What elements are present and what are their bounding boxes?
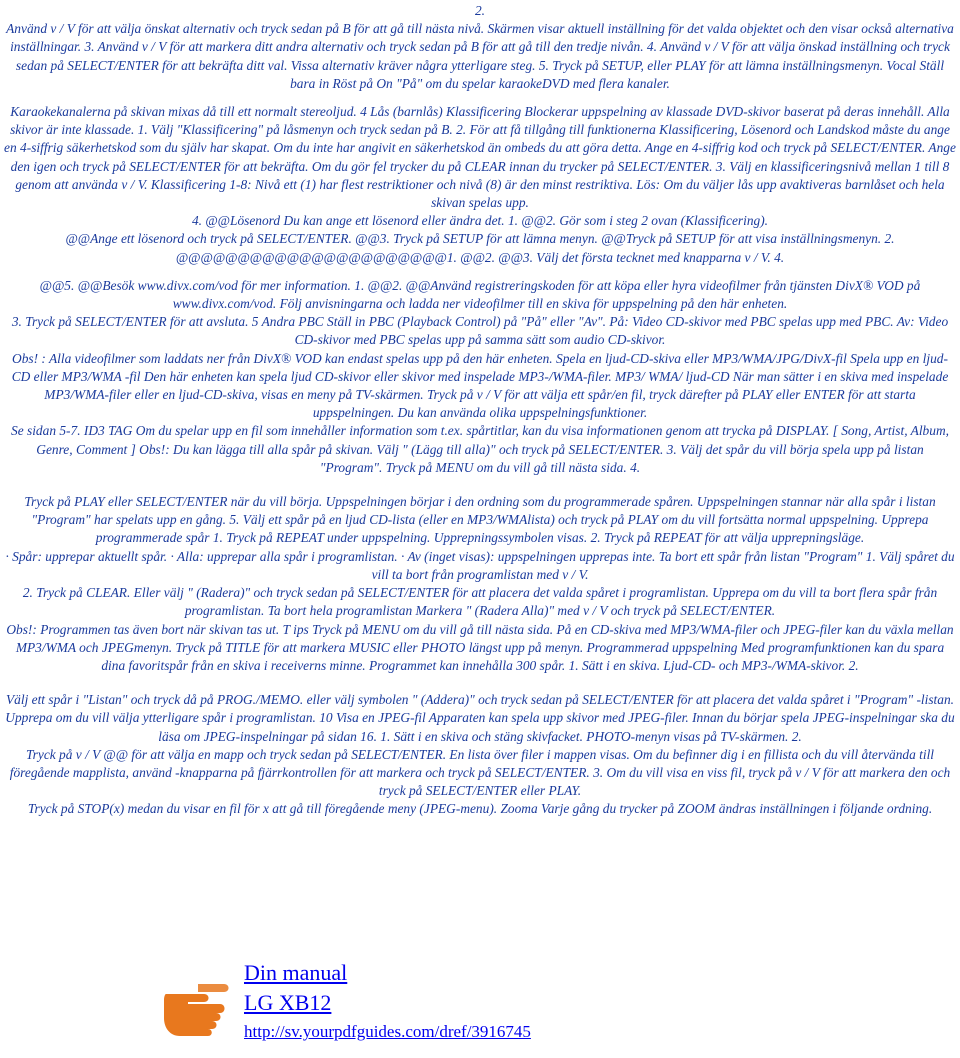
paragraph: 2. Tryck på CLEAR. Eller välj " (Radera)" och tryck sedan på SELECT/ENTER för att placera det valda spåret i programlistan. Upprepa om du vill ta bort flera spår från programlistan. Ta bort hela programlistan Markera " (Radera Alla)" med v / V och tryck på SELECT/ENTER. bbox=[22, 585, 938, 619]
paragraph: Tryck på PLAY eller SELECT/ENTER när du vill börja. Uppspelningen börjar i den ordning som du programmerade spåren. Uppspelningen stannar när alla spår i listan "Program" har spelats upp en gång. 5. Välj ett spår på en ljud CD-lista (eller en MP3/WMAlista) och tryck på PLAY om du vill fortsätta normal uppspelning. Upprepa programmerade spår 1. Tryck på REPEAT under uppspelning. Upprepningssymbolen visas. 2. Tryck på REPEAT för att välja upprepningsläge. bbox=[24, 494, 936, 546]
paragraph: Välj ett spår i "Listan" och tryck då på PROG./MEMO. eller välj symbolen " (Addera)" och tryck sedan på SELECT/ENTER för att placera det valda spåret i "Program" -listan. Upprepa om du vill välja ytterligare spår i programlistan. 10 Visa en JPEG-fil Apparaten kan spela upp skivor med JPEG-filer. Innan du börjar spela JPEG-inspelningar ska du läsa om JPEG-inspelningar på sidan 16. 1. Sätt i en skiva och stäng skivfacket. PHOTO-menyn visas på TV-skärmen. 2. bbox=[5, 692, 955, 744]
footer-links bbox=[244, 958, 531, 1046]
paragraph: @@5. @@Besök www.divx.com/vod för mer information. 1. @@2. @@Använd registreringskoden för att köpa eller hyra videofilmer från tjänsten DivX® VOD på www.divx.com/vod. Följ anvisningarna och ladda ner videofilmer till en skiva för uppspelning på den här enheten. bbox=[39, 277, 921, 312]
paragraph: Tryck på v / V @@ för att välja en mapp och tryck sedan på SELECT/ENTER. En lista över filer i mappen visas. Om du befinner dig i en fillista och du vill återvända till föregående mapplista, använd -knapparna på fjärrkontrollen för att markera och tryck på SELECT/ENTER. 3. Om du vill visa en viss fil, tryck på v / V för att markera den och tryck på SELECT/ENTER eller PLAY. bbox=[9, 746, 951, 799]
paragraph: Se sidan 5-7. ID3 TAG Om du spelar upp en fil som innehåller information som t.ex. spårtitlar, kan du visa informationen genom att trycka på DISPLAY. [ Song, Artist, Album, Genre, Comment ] Obs!: Du kan lägga till alla spår på skivan. Välj " (Lägg till alla)" och tryck på SELECT/ENTER. 3. Välj det spår du vill börja spela upp på listan "Program". Tryck på MENU om du vill gå till nästa sida. 4. bbox=[11, 423, 949, 475]
page-number: 2. bbox=[474, 3, 486, 18]
paragraph: Använd v / V för att välja önskat alternativ och tryck sedan på B för att gå till nästa nivå. Skärmen visar aktuell inställning för det valda objektet och den visar också alternativa inställningar. 3. Använd v / V för att markera ditt andra alternativ och tryck sedan på B för att gå till den tredje nivån. 4. Använd v / V för att välja önskad inställning och tryck sedan på SELECT/ENTER för att bekräfta ditt val. Vissa alternativ kräver några ytterligare steg. 5. Tryck på SETUP, eller PLAY för att lämna inställningsmenyn. Vocal Ställ bara in Röst på On "På" om du spelar karaokeDVD med flera kanaler. bbox=[6, 21, 954, 91]
paragraph: @@Ange ett lösenord och tryck på SELECT/ENTER. @@3. Tryck på SETUP för att lämna menyn. @@Tryck på SETUP för att visa inställningsmenyn. 2. @@@@@@@@@@@@@@@@@@@@@@1. @@2. @@3. Välj det första tecknet med knapparna v / V. 4. bbox=[65, 231, 895, 265]
model-link[interactable]: LG XB12 bbox=[244, 990, 332, 1015]
paragraph: · Spår: upprepar aktuellt spår. · Alla: upprepar alla spår i programlistan. · Av (inget visas): uppspelningen upprepas inte. Ta bort ett spår från listan "Program" 1. Välj spåret du vill ta bort från programlistan med v / V. bbox=[5, 548, 955, 582]
paragraph: Karaokekanalerna på skivan mixas då till ett normalt stereoljud. 4 Lås (barnlås) Klassificering Blockerar uppspelning av klassade DVD-skivor baserat på deras innehåll. Alla skivor är inte klassade. 1. Välj "Klassificering" på låsmenyn och tryck sedan på B. 2. För att få tillgång till funktionerna Klassificering, Lösenord och Landskod måste du ange en 4-siffrig säkerhetskod som du själv har skapat. Om du inte har angivit en säkerhetskod än ombeds du att göra detta. Ange en 4-siffrig kod och tryck på SELECT/ENTER. Ange den igen och tryck på SELECT/ENTER för att bekräfta. Om du gör fel trycker du på CLEAR innan du trycker på SELECT/ENTER. 3. Välj en klassificeringsnivå mellan 1 till 8 genom att använda v / V. Klassificering 1-8: Nivå ett (1) har flest restriktioner och nivå (8) är den minst restriktiva. Lös: Om du väljer lås upp avaktiveras barnlåset och hela skivan spelas upp. bbox=[4, 104, 956, 211]
paragraph: 4. @@Lösenord Du kan ange ett lösenord eller ändra det. 1. @@2. Gör som i steg 2 ovan (Klassificering). bbox=[191, 213, 769, 229]
paragraph: 3. Tryck på SELECT/ENTER för att avsluta. 5 Andra PBC Ställ in PBC (Playback Control) på "På" eller "Av". På: Video CD-skivor med PBC spelas upp med PBC. Av: Video CD-skivor med PBC spelas upp på samma sätt som audio CD-skivor. bbox=[11, 314, 949, 348]
manual-link[interactable]: Din manual bbox=[244, 960, 348, 985]
url-link[interactable]: http://sv.yourpdfguides.com/dref/3916745 bbox=[244, 1022, 531, 1041]
paragraph: Tryck på STOP(x) medan du visar en fil för x att gå till föregående meny (JPEG-menu). Zooma Varje gång du trycker på ZOOM ändras inställningen i följande ordning. bbox=[27, 801, 933, 817]
document-text bbox=[4, 2, 956, 819]
hand-pointer-icon bbox=[158, 964, 238, 1044]
paragraph: Obs! : Alla videofilmer som laddats ner från DivX® VOD kan endast spelas upp på den här enheten. Spela en ljud-CD-skiva eller MP3/WMA/JPG/DivX-fil Spela upp en ljud-CD eller MP3/WMA -fil Den här enheten kan spela ljud CD-skivor eller skivor med inspelade MP3-/WMA-filer. MP3/ WMA/ ljud-CD När man sätter i en skiva med inspelade MP3/WMA-filer eller en ljud-CD-skiva, visas en meny på TV-skärmen. Tryck på v / V för att välja ett spår/en fil, tryck därefter på PLAY eller ENTER för att starta uppspelningen. Du kan använda olika uppspelningsfunktioner. bbox=[11, 350, 949, 421]
footer bbox=[158, 958, 618, 1054]
paragraph: Obs!: Programmen tas även bort när skivan tas ut. T ips Tryck på MENU om du vill gå till nästa sida. På en CD-skiva med MP3/WMA-filer och JPEG-filer kan du växla mellan MP3/WMA och JPEGmenyn. Tryck på TITLE för att markera MUSIC eller PHOTO längst upp på menyn. Programmerad uppspelning Med programfunktionen kan du spara dina favoritspår från en skiva i receiverns minne. Programmet kan innehålla 300 spår. 1. Sätt i en skiva. Ljud-CD- och MP3-/WMA-skivor. 2. bbox=[6, 621, 954, 673]
